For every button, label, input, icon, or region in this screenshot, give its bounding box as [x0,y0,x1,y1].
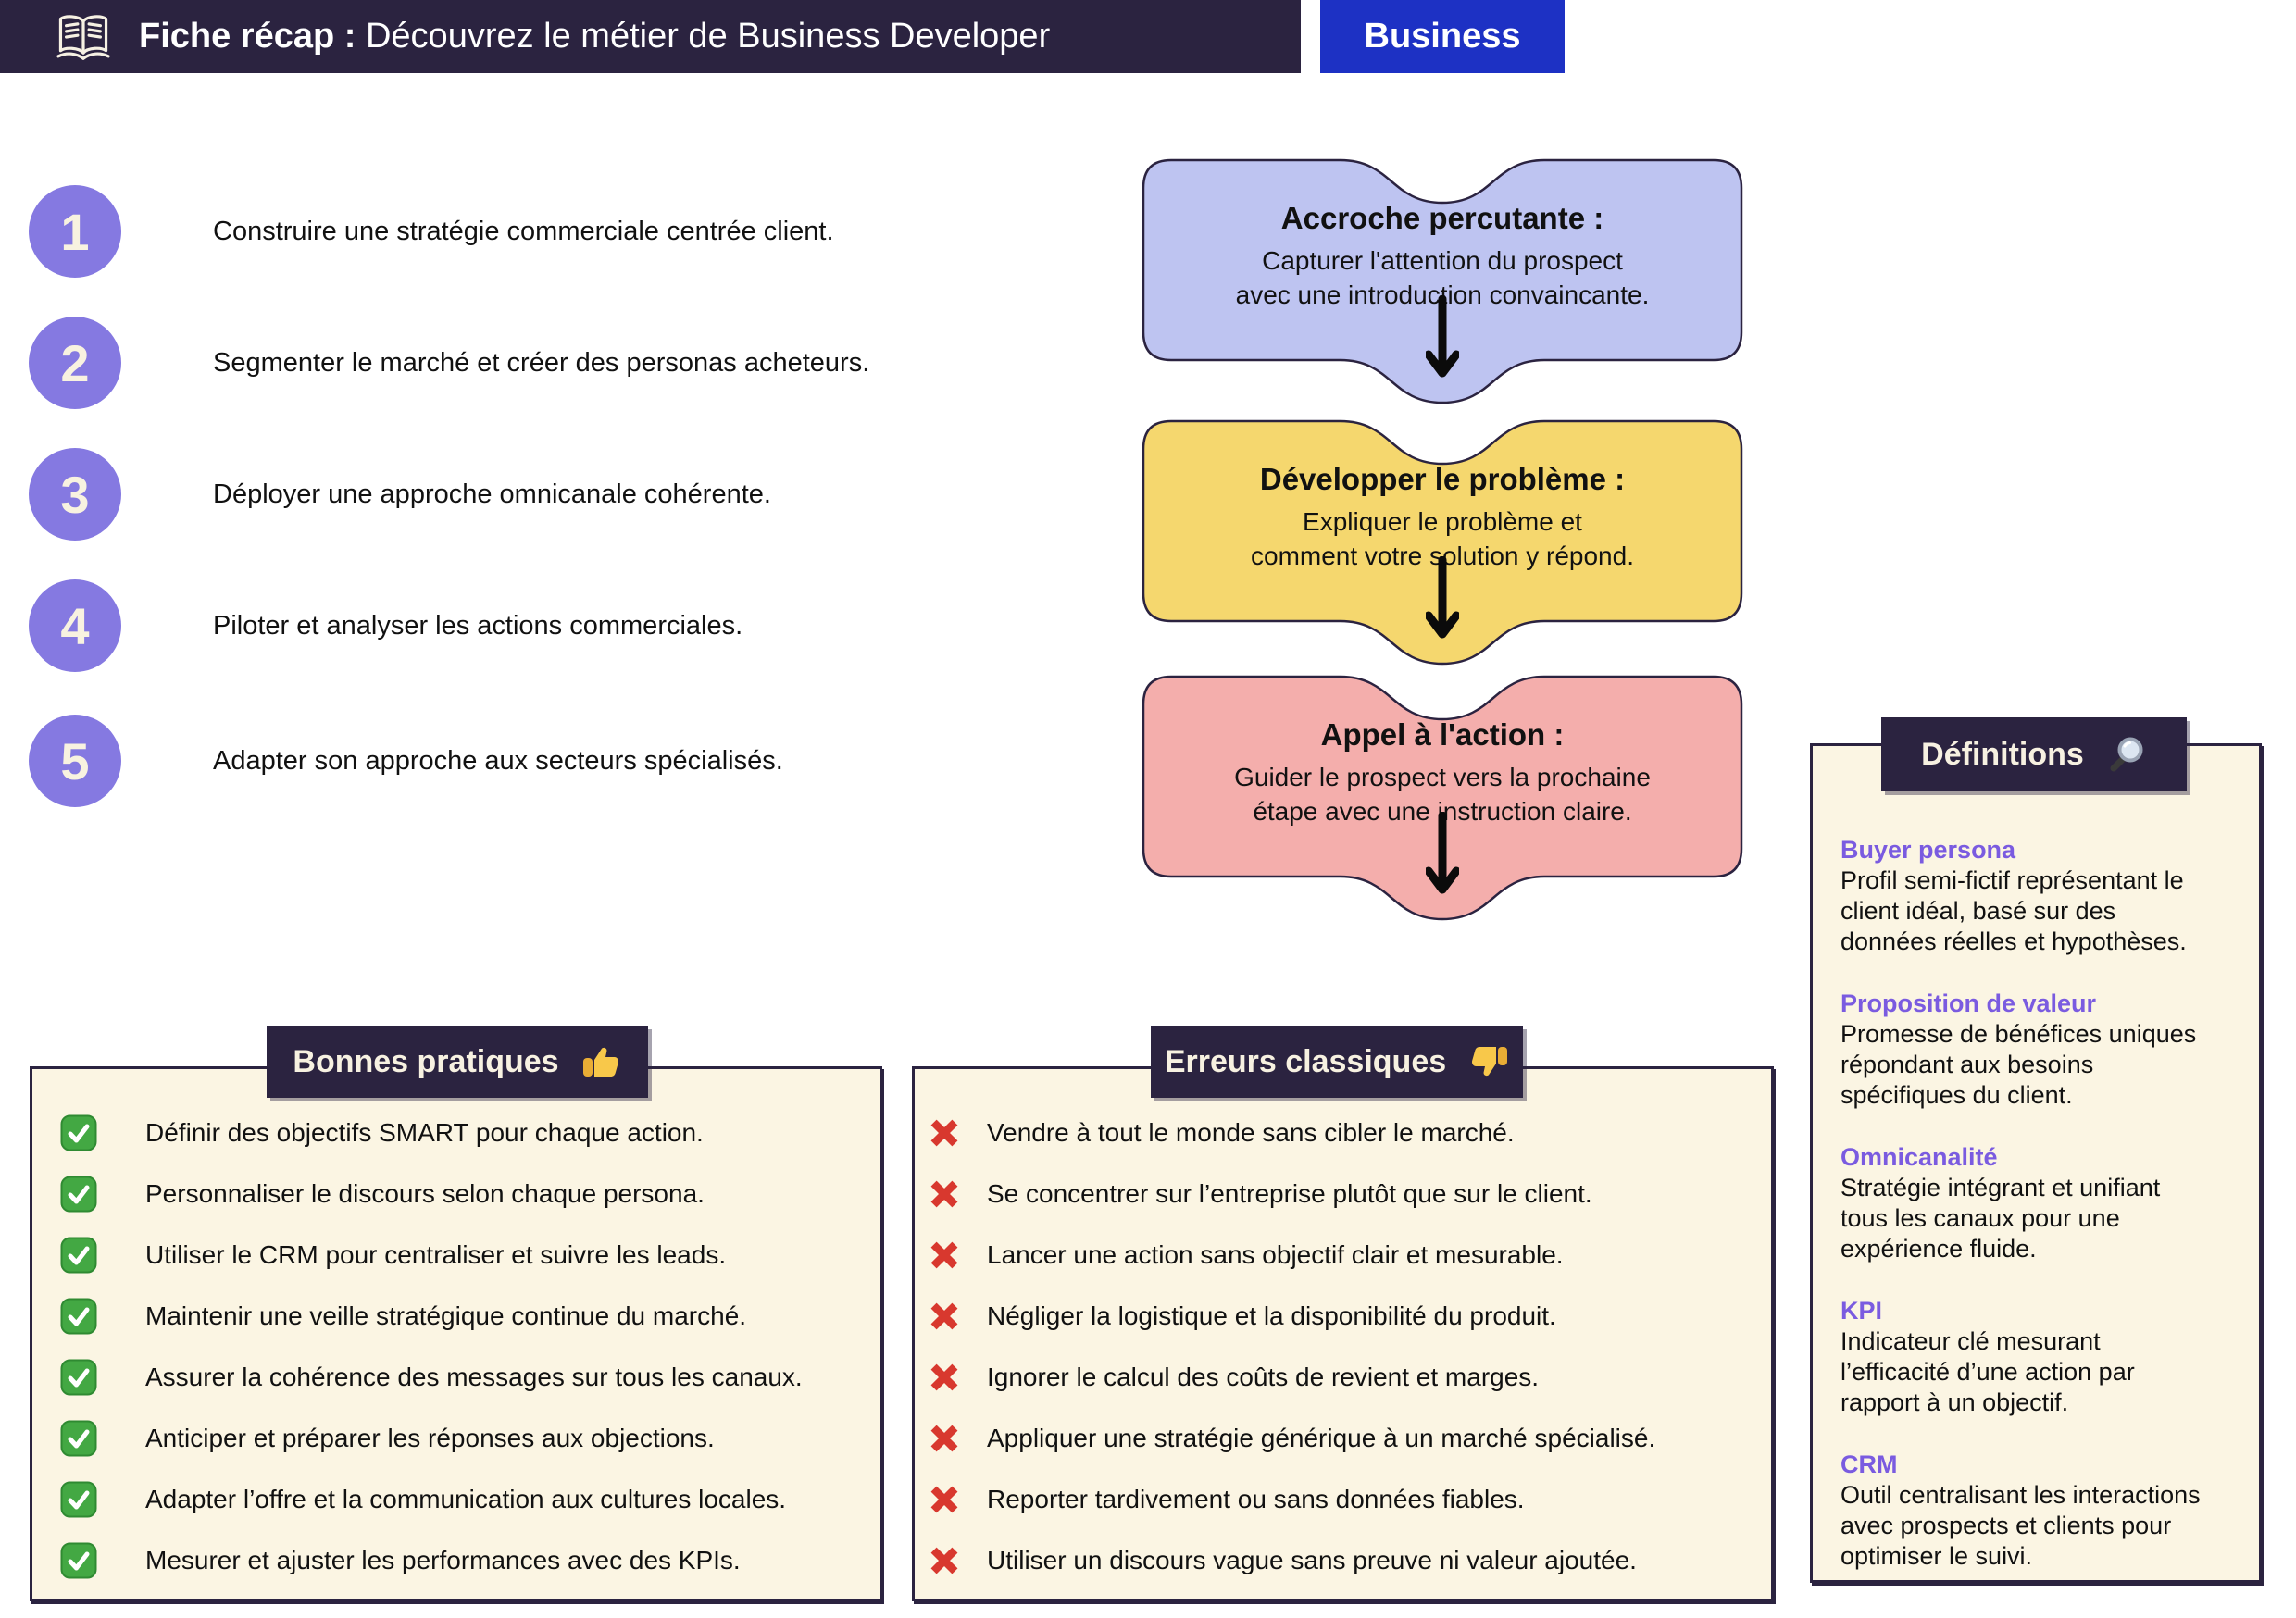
flow-title: Développer le problème : [1259,462,1626,496]
step-number-badge: 3 [29,448,121,541]
mistake-item [915,1102,1771,1164]
good-practice-text: Mesurer et ajuster les performances avec des KPIs. [145,1546,741,1574]
flow-text-line: Guider le prospect vers la prochaine [1234,763,1651,791]
flow-step-hook [1142,158,1743,406]
step-row [29,317,869,409]
definition-entry [1841,1142,2239,1264]
mistake-text: Appliquer une stratégie générique à un marché spécialisé. [987,1424,1656,1452]
mistakes-panel [912,1066,1774,1601]
step-row [29,715,783,807]
flow-step-problem [1142,419,1743,667]
good-practice-text: Maintenir une veille stratégique continue du marché. [145,1301,747,1330]
mistake-text: Vendre à tout le monde sans cibler le marché. [987,1118,1515,1147]
mistake-text: Se concentrer sur l’entreprise plutôt que sur le client. [987,1179,1592,1208]
mistake-text: Négliger la logistique et la disponibilité du produit. [987,1301,1556,1330]
good-practice-text: Personnaliser le discours selon chaque persona. [145,1179,705,1208]
cross-icon [927,1421,962,1456]
page-title [139,17,1050,56]
cross-icon [927,1360,962,1395]
step-row [29,185,834,278]
step-text: Piloter et analyser les actions commerciales. [213,610,743,641]
step-row [29,448,771,541]
definition-text-line: Profil semi-fictif représentant le [1841,866,2184,894]
step-number-badge: 1 [29,185,121,278]
definition-text-line: spécifiques du client. [1841,1081,2073,1109]
definition-term: Omnicanalité [1841,1143,1998,1171]
good-practice-item [32,1469,880,1530]
definition-text-line: rapport à un objectif. [1841,1388,2069,1416]
definition-text-line: Indicateur clé mesurant [1841,1327,2101,1355]
cross-icon [927,1543,962,1578]
open-book-icon [54,12,113,62]
mistake-text: Lancer une action sans objectif clair et mesurable. [987,1240,1564,1269]
definitions-panel [1810,743,2262,1583]
thumbs-up-icon [581,1041,622,1082]
definitions-title: Définitions [1921,736,2084,772]
good-practice-text: Assurer la cohérence des messages sur tous les canaux. [145,1363,803,1391]
step-number-badge: 4 [29,579,121,672]
step-text: Construire une stratégie commerciale centrée client. [213,216,834,246]
mistake-item [915,1530,1771,1591]
cross-icon [927,1176,962,1212]
step-number-badge: 5 [29,715,121,807]
mistakes-header [1151,1026,1523,1098]
flow-text-line: étape avec une instruction claire. [1253,797,1632,826]
flow-text-line: Expliquer le problème et [1303,507,1582,536]
definition-text-line: l’efficacité d’une action par [1841,1358,2135,1386]
good-practices-title: Bonnes pratiques [293,1043,559,1079]
definition-text-line: Promesse de bénéfices uniques [1841,1020,2197,1048]
down-arrow-icon [1426,812,1459,897]
definition-entry [1841,835,2239,957]
definition-term: Buyer persona [1841,836,2016,864]
good-practice-item [32,1286,880,1347]
flow-title: Appel à l'action : [1320,717,1565,752]
definitions-header [1881,717,2187,791]
check-icon [60,1359,97,1396]
definition-text-line: avec prospects et clients pour [1841,1512,2172,1539]
page-title-prefix: Fiche récap : [139,17,356,56]
good-practice-item [32,1347,880,1408]
step-row [29,579,742,672]
cross-icon [927,1482,962,1517]
check-icon [60,1542,97,1579]
flow-step-cta [1142,675,1743,923]
header-bar [0,0,1301,73]
good-practice-text: Définir des objectifs SMART pour chaque action. [145,1118,704,1147]
definition-term: CRM [1841,1450,1898,1478]
definition-text-line: données réelles et hypothèses. [1841,927,2187,955]
mistake-item [915,1408,1771,1469]
good-practice-text: Anticiper et préparer les réponses aux objections. [145,1424,715,1452]
cross-icon [927,1238,962,1273]
definition-term: KPI [1841,1297,1883,1325]
step-text: Segmenter le marché et créer des personas acheteurs. [213,347,870,378]
flow-text-line: Capturer l'attention du prospect [1262,246,1623,275]
check-icon [60,1114,97,1151]
definition-entry [1841,989,2239,1111]
thumbs-down-icon [1468,1041,1509,1082]
definition-text-line: tous les canaux pour une [1841,1204,2120,1232]
cross-icon [927,1299,962,1334]
check-icon [60,1420,97,1457]
good-practice-item [32,1408,880,1469]
good-practice-text: Adapter l’offre et la communication aux cultures locales. [145,1485,787,1513]
definition-text-line: Stratégie intégrant et unifiant [1841,1174,2161,1201]
category-badge: Business [1320,0,1565,73]
check-icon [60,1237,97,1274]
good-practice-text: Utiliser le CRM pour centraliser et suivre les leads. [145,1240,727,1269]
flow-text-line: avec une introduction convaincante. [1235,280,1650,309]
mistake-item [915,1286,1771,1347]
good-practice-item [32,1530,880,1591]
mistake-item [915,1225,1771,1286]
step-number-badge: 2 [29,317,121,409]
definition-text-line: optimiser le suivi. [1841,1542,2033,1570]
definition-text-line: client idéal, basé sur des [1841,897,2116,925]
good-practices-header [267,1026,648,1098]
definition-term: Proposition de valeur [1841,989,2097,1017]
good-practice-item [32,1164,880,1225]
definition-text-line: expérience fluide. [1841,1235,2037,1263]
step-text: Adapter son approche aux secteurs spécialisés. [213,745,783,776]
mistake-item [915,1469,1771,1530]
definition-entry [1841,1296,2239,1418]
definition-text-line: Outil centralisant les interactions [1841,1481,2201,1509]
check-icon [60,1176,97,1213]
mistake-text: Ignorer le calcul des coûts de revient et marges. [987,1363,1540,1391]
magnifier-icon [2106,734,2147,775]
good-practice-item [32,1102,880,1164]
good-practice-item [32,1225,880,1286]
definition-text-line: répondant aux besoins [1841,1051,2094,1078]
cross-icon [927,1115,962,1151]
check-icon [60,1481,97,1518]
good-practices-panel [30,1066,882,1601]
page-title-main: Découvrez le métier de Business Developer [356,17,1051,56]
flow-text-line: comment votre solution y répond. [1251,541,1634,570]
mistakes-title: Erreurs classiques [1164,1043,1447,1079]
definition-entry [1841,1450,2239,1572]
mistake-text: Reporter tardivement ou sans données fiables. [987,1485,1525,1513]
mistake-text: Utiliser un discours vague sans preuve ni valeur ajoutée. [987,1546,1637,1574]
step-text: Déployer une approche omnicanale cohérente. [213,479,771,509]
flow-title: Accroche percutante : [1280,201,1604,235]
mistake-item [915,1164,1771,1225]
down-arrow-icon [1426,295,1459,380]
mistake-item [915,1347,1771,1408]
check-icon [60,1298,97,1335]
down-arrow-icon [1426,556,1459,641]
